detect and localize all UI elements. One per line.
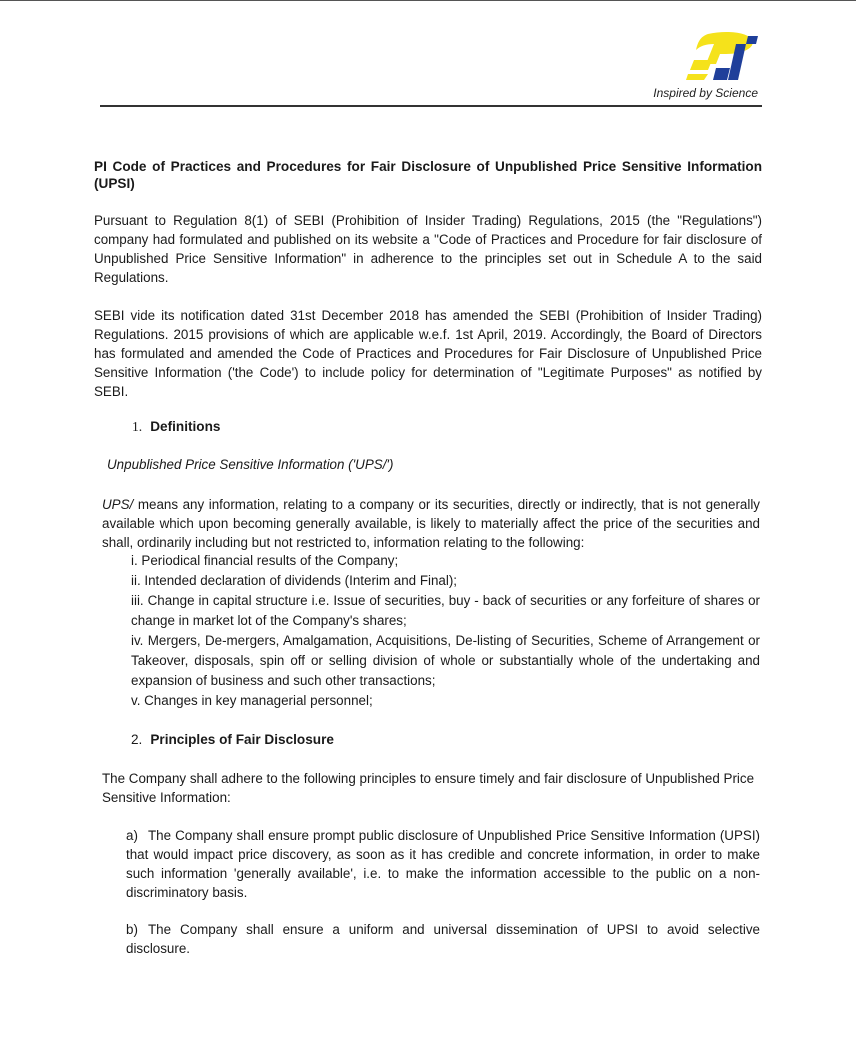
list-item: ii. Intended declaration of dividends (Interim and Final); xyxy=(131,573,458,588)
list-item: v. Changes in key managerial personnel; xyxy=(131,693,373,708)
section-2-heading xyxy=(131,732,334,747)
list-item: iv. Mergers, De-mergers, Amalgamation, Acquisitions, De-listing of Securities, Scheme of Arrangement or Takeover, disposals, spin off or selling division of whole or substantially whole of the undertaking and expansion of business and such other transactions; xyxy=(131,633,760,688)
intro-paragraph-2: SEBI vide its notification dated 31st December 2018 has amended the SEBI (Prohibition of Insider Trading) Regulations. 2015 provisions of which are applicable w.e.f. 1st April, 2019. Accordingly, the Board of Directors has formulated and amended the Code of Practices and Procedures for Fair Disclosure of Unpublished Price Sensitive Information ('the Code') to include policy for determination of "Legitimate Purposes" as notified by SEBI. xyxy=(94,308,762,399)
principle-item-a xyxy=(126,826,760,902)
section-1-heading xyxy=(132,419,220,435)
company-tagline: Inspired by Science xyxy=(653,86,758,100)
upsi-term: UPS/ xyxy=(102,497,134,512)
list-item: iii. Change in capital structure i.e. Issue of securities, buy - back of securities or any forfeiture of shares or change in market lot of the Company's shares; xyxy=(131,593,760,628)
section-2-title: Principles of Fair Disclosure xyxy=(150,732,334,747)
upsi-definition-body: means any information, relating to a company or its securities, directly or indirectly, that is not generally available which upon becoming generally available, is likely to materially affect the price of the securities and shall, ordinarily including but not restricted to, information relating to the following: xyxy=(102,497,760,550)
principle-text: The Company shall ensure prompt public disclosure of Unpublished Price Sensitive Information (UPSI) that would impact price discovery, as soon as it has credible and concrete information, in order to make such information 'generally available', i.e. to make the information accessible to the public on a non-discriminatory basis. xyxy=(126,828,760,900)
list-item: i. Periodical financial results of the Company; xyxy=(131,553,399,568)
principles-intro: The Company shall adhere to the following principles to ensure timely and fair disclosure of Unpublished Price Sensitive Information: xyxy=(102,771,755,805)
document-title: PI Code of Practices and Procedures for Fair Disclosure of Unpublished Price Sensitive Information (UPSI) xyxy=(94,159,762,191)
upsi-definition-text xyxy=(102,495,760,552)
page-top-border xyxy=(0,0,856,1)
section-2-number: 2. xyxy=(131,732,143,747)
principle-text: The Company shall ensure a uniform and universal dissemination of UPSI to avoid selective disclosure. xyxy=(126,922,760,956)
pi-industries-logo-icon xyxy=(686,30,760,82)
upsi-definition-subheading: Unpublished Price Sensitive Information ('UPS/') xyxy=(107,457,394,472)
principle-item-b xyxy=(126,920,760,958)
principle-label: b) xyxy=(126,922,138,937)
principle-label: a) xyxy=(126,828,138,843)
intro-paragraph-1: Pursuant to Regulation 8(1) of SEBI (Prohibition of Insider Trading) Regulations, 2015 (the "Regulations") company had formulated and published on its website a "Code of Practices and Procedure for fair disclosure of Unpublished Price Sensitive Information" in adherence to the principles set out in Schedule A to the said Regulations. xyxy=(94,213,762,285)
header-divider xyxy=(100,105,762,107)
section-1-number: 1. xyxy=(132,419,143,434)
section-1-title: Definitions xyxy=(150,419,221,434)
upsi-items-list xyxy=(131,551,760,711)
